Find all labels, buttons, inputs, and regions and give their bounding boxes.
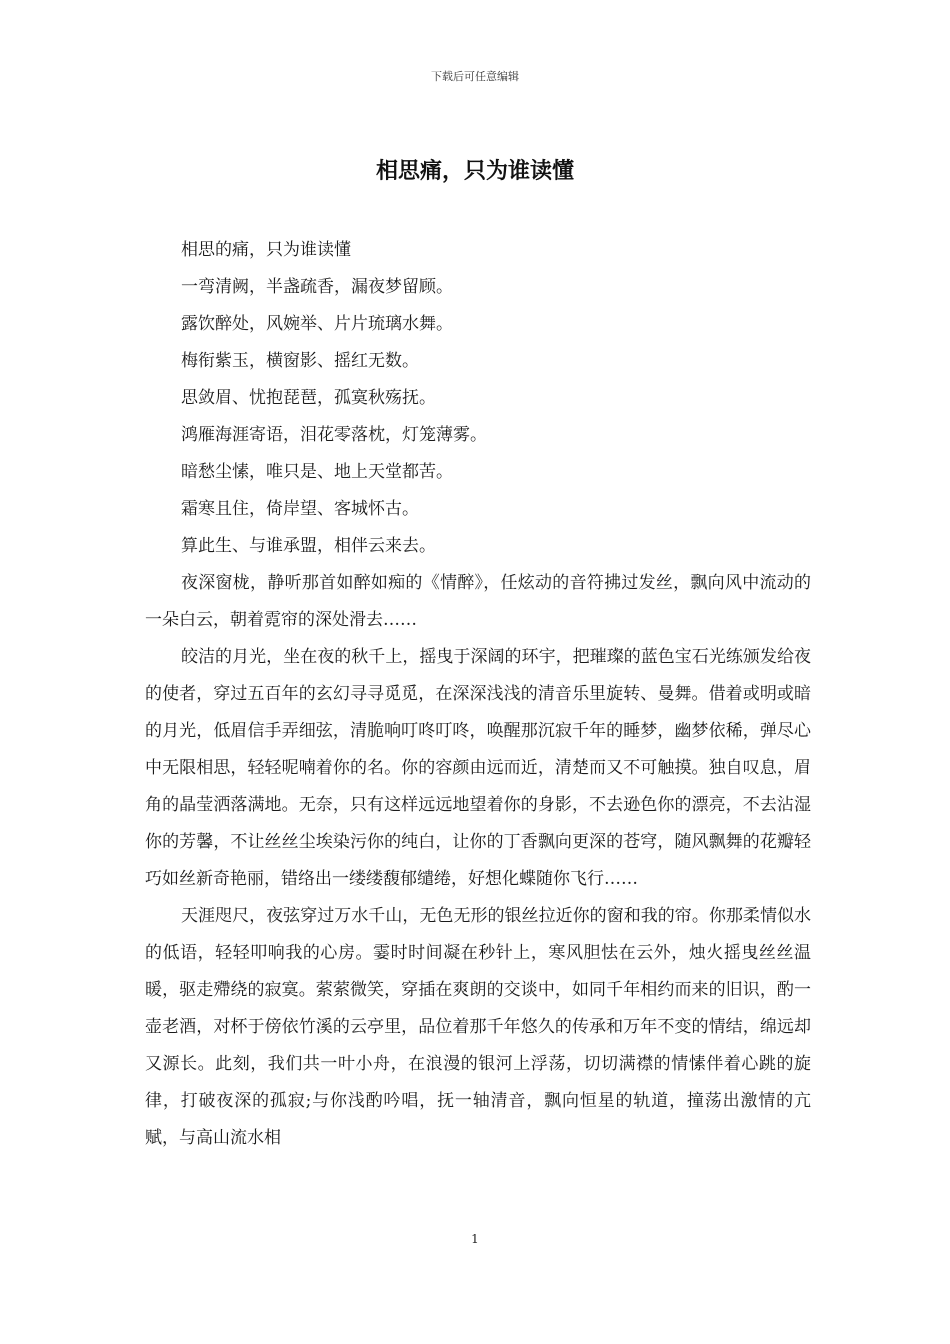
paragraph: 算此生、与谁承盟，相伴云来去。 (181, 536, 436, 556)
paragraph: 皎洁的月光，坐在夜的秋千上，摇曳于深阔的环宇，把璀璨的蓝色宝石光练颁发给夜的使者，穿过五百年的玄幻寻寻觅觅，在深深浅浅的清音乐里旋转、曼舞。借着或明或暗的月光，低眉信手弄细弦，清脆响叮咚叮咚，唤醒那沉寂千年的睡梦，幽梦依稀，弹尽心中无限相思，轻轻呢喃着你的名。你的容颜由远而近，清楚而又不可触摸。独自叹息，眉角的晶莹洒落满地。无奈，只有这样远远地望着你的身影，不去逊色你的漂亮，不去沾湿你的芳馨，不让丝丝尘埃染污你的纯白，让你的丁香飘向更深的苍穹，随风飘舞的花瓣轻巧如丝新奇艳丽，错络出一缕缕馥郁缱绻，好想化蝶随你飞行…… (145, 647, 811, 889)
paragraph: 霜寒且住，倚岸望、客城怀古。 (181, 499, 419, 519)
paragraph: 梅衔紫玉，横窗影、摇红无数。 (181, 351, 419, 371)
paragraph: 夜深窗栊，静听那首如醉如痴的《情醉》，任炫动的音符拂过发丝，飘向风中流动的一朵白云，朝着霓帘的深处滑去…… (145, 573, 811, 630)
document-title: 相思痛，只为谁读懂 (375, 158, 574, 184)
paragraph: 鸿雁海涯寄语，泪花零落枕，灯笼薄雾。 (181, 425, 487, 445)
paragraph: 暗愁尘愫，唯只是、地上天堂都苦。 (181, 462, 453, 482)
document-body (145, 232, 811, 1157)
paragraph: 露饮醉处，风婉举、片片琉璃水舞。 (181, 314, 453, 334)
paragraph: 思敛眉、忧抱琵琶，孤寞秋殇抚。 (181, 388, 436, 408)
page-number: 1 (471, 1232, 479, 1246)
header-note: 下载后可任意编辑 (431, 70, 519, 83)
paragraph: 一弯清阙，半盏疏香，漏夜梦留顾。 (181, 277, 453, 297)
paragraph: 天涯咫尺，夜弦穿过万水千山，无色无形的银丝拉近你的窗和我的帘。你那柔情似水的低语，轻轻叩响我的心房。霎时时间凝在秒针上，寒风胆怯在云外，烛火摇曳丝丝温暖，驱走殢绕的寂寞。萦萦微笑，穿插在爽朗的交谈中，如同千年相约而来的旧识，酌一壶老酒，对杯于傍依竹溪的云亭里，品位着那千年悠久的传承和万年不变的情结，绵远却又源长。此刻，我们共一叶小舟，在浪漫的银河上浮荡，切切满襟的情愫伴着心跳的旋律，打破夜深的孤寂;与你浅酌吟唱，抚一轴清音，飘向恒星的轨道，撞荡出激情的亢赋，与高山流水相 (145, 906, 811, 1148)
paragraph: 相思的痛，只为谁读懂 (181, 240, 351, 260)
